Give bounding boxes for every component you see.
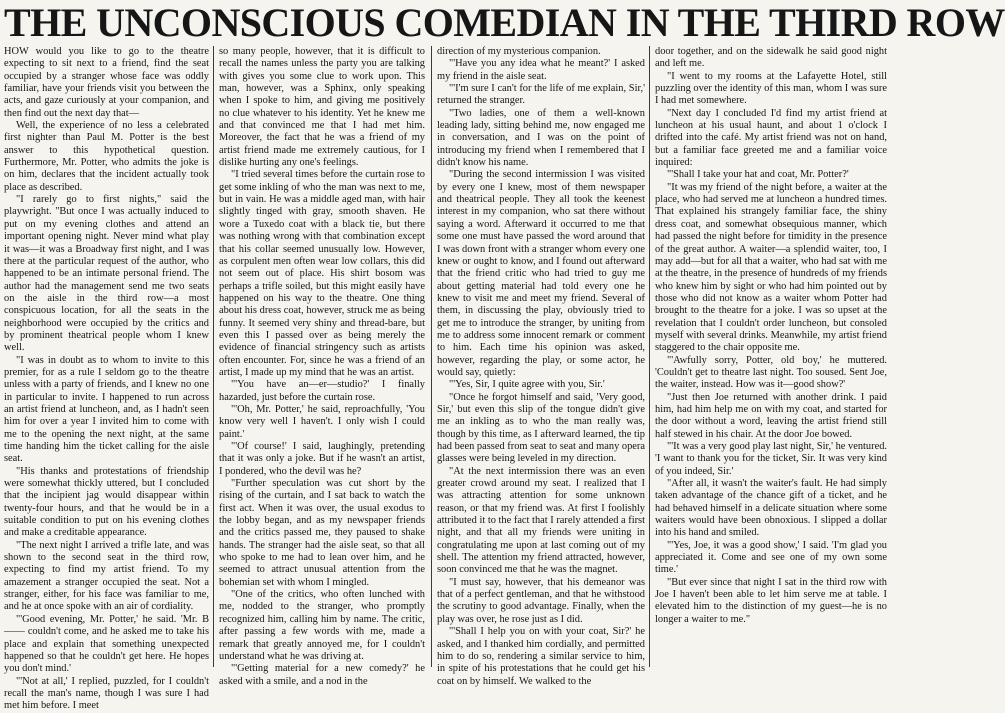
article-paragraph: "'Have you any idea what he meant?' I asked my friend in the aisle seat. (437, 58, 645, 82)
article-paragraph: "I tried several times before the curtain rose to get some inkling of who the man was next to me, but in vain. He was a middle aged man, with hair slightly tinged with gray, smooth shaven. He wore a Tuxedo coat with a black tie, but there was nothing wrong with that combination except that his collar seemed unusually low. However, as corpulent men often wear low collars, this did not seem out of place. His shirt bosom was perhaps a trifle soiled, but this might easily have happened on his way to the theatre. One thing about his dress coat, however, struck me as being funny. It seemed very shiny and thread-bare, but even this I passed over as being merely the evidence of financial stringency such as artists often encounter. For, since he was a friend of an artist, I made up my mind that he was an artist. (219, 169, 425, 378)
article-paragraph: "I was in doubt as to whom to invite to this premier, for as a rule I seldom go to the theatre unless with a party of friends, and I knew no one in particular to invite. I happened to run across an artist friend at luncheon, and, as I hadn't seen him for over a year I invited him to come with me to the opening the next night, at the same time handing him the ticket calling for the aisle seat. (4, 354, 209, 465)
article-paragraph: HOW would you like to go to the theatre expecting to sit next to a friend, find the seat occupied by a stranger whose face was oddly familiar, have your friends visit you between the acts, and gaze curiously at your companion, and then find out the next day that— (4, 46, 209, 119)
article-paragraph: "But ever since that night I sat in the third row with Joe I haven't been able to let him serve me at table. I elevated him to the distinction of my guest—he is no longer a waiter to me." (655, 576, 887, 625)
column-rule (649, 46, 650, 667)
article-paragraph: "'Awfully sorry, Potter, old boy,' he muttered. 'Couldn't get to theatre last night. Too soused. Sent Joe, the waiter, instead. How was it—good show?' (655, 354, 887, 391)
article-paragraph: "'Getting material for a new comedy?' he asked with a smile, and a nod in the (219, 663, 425, 687)
article-paragraph: "I rarely go to first nights," said the playwright. "But once I was actually induced to put on my evening clothes and attend an important opening night. Never mind what play it was—it was a Broadway first night, and I was there at the particular request of the author, who happened to be an intimate personal friend. The author had the management send me two seats on the aisle in the third row—a most conspicuous location, for all the seats in the neighborhood were occupied by the critics and by prominent theatrical people whom I knew well. (4, 194, 209, 354)
article-paragraph: "'I'm sure I can't for the life of me explain, Sir,' returned the stranger. (437, 83, 645, 107)
article-paragraph: Well, the experience of no less a celebrated first nighter than Paul M. Potter is the best answer to this hypothetical question. Furthermore, Mr. Potter, who admits the joke is on him, declares that the incident actually took place as described. (4, 120, 209, 193)
article-paragraph: "'Good evening, Mr. Potter,' he said. 'Mr. B—— couldn't come, and he asked me to take his place and explain that something unexpected happened so that he couldn't get here. He hopes you don't mind.' (4, 613, 209, 675)
article-paragraph: so many people, however, that it is difficult to recall the names unless the party you are talking with gives you some clue to work upon. This man, however, was a Sphinx, only speaking when I spoke to him, and giving me positively no clue whatever to his identity. Yet he knew me and that convinced me that I had met him. Moreover, the fact that he was a friend of my artist friend made me extremely cautious, for I dislike hurting any one's feelings. (219, 46, 425, 169)
article-column-3 (437, 46, 645, 687)
article-paragraph: "Just then Joe returned with another drink. I paid him, had him help me on with my coat, and started for the door without a word, leaving the artist friend still half stewed in his chair. At the door Joe bowed. (655, 391, 887, 440)
article-paragraph: door together, and on the sidewalk he said good night and left me. (655, 46, 887, 70)
article-paragraph: "'It was a very good play last night, Sir,' he ventured. 'I want to thank you for the ticket, Sir. It was very kind of you indeed, Sir.' (655, 441, 887, 477)
article-paragraph: "'Yes, Joe, it was a good show,' I said. 'I'm glad you appreciated it. Come and see one of my own some time.' (655, 539, 887, 576)
article-paragraph: "Next day I concluded I'd find my artist friend at luncheon at his usual haunt, and about 1 o'clock I drifted into the café. My artist friend was not on hand, but a familiar face greeted me and a familiar voice inquired: (655, 107, 887, 169)
article-paragraph: "'Yes, Sir, I quite agree with you, Sir.' (449, 379, 605, 391)
article-paragraph: "'You have an—er—studio?' I finally hazarded, just before the curtain rose. (219, 379, 425, 403)
article-paragraph: "Once he forgot himself and said, 'Very good, Sir,' but even this slip of the tongue didn't give me an inkling as to who the man really was, though by this time, as I afterward learned, the tip had been passed from seat to seat and many opera glasses were being leveled in my direction. (437, 391, 645, 465)
article-paragraph: "During the second intermission I was visited by every one I knew, most of them newspaper and theatrical people. They all took the keenest interest in my companion, who sat there without saying a word. Afterward it occurred to me that some one must have passed the word around that I was down front with a stranger whom every one knew or ought to know, and I found out afterward that the friend critic who had tried to guy me about getting material had told every one he knew to visit me and meet my friend. Several of them, in discussing the play, obviously tried to get me to introduce the stranger, by uniting from me to address some innocent remark or comment to him. Each time his opinion was asked, however, regarding the play, or some actor, he would say, quietly: (437, 169, 645, 378)
article-paragraph: "The next night I arrived a trifle late, and was shown to the second seat in the third row, expecting to find my artist friend. To my amazement a stranger occupied the seat. Not a stranger, either, for his face was familiar to me, and he at once spoke with an air of cordiality. (4, 539, 209, 613)
article-paragraph: "I must say, however, that his demeanor was that of a perfect gentleman, and that he withstood the scrutiny to good advantage. Finally, when the play was over, he rose just as I did. (437, 576, 645, 625)
article-paragraph: "At the next intermission there was an even greater crowd around my seat. I realized that I was attracting attention for some unknown reason, or that my friend was. At first I foolishly attributed it to the fact that I rarely attended a first night, and that all my friends were uniting in congratulating me upon at last coming out of my shell. The attention my friend attracted, however, soon convinced me that he was the magnet. (437, 465, 645, 576)
article-column-1 (4, 46, 209, 712)
column-rule (431, 46, 432, 667)
article-paragraph: "Further speculation was cut short by the rising of the curtain, and I sat back to watch the first act. When it was over, the usual exodus to the lobby began, and as my newspaper friends and the critics passed me, they paused to shake hands. The stranger had the aisle seat, so that all who spoke to me had to lean over him, and he seemed to attract unusual attention from the bohemian set with whom I mingled. (219, 478, 425, 588)
article-paragraph: "'Shall I help you on with your coat, Sir?' he asked, and I thanked him cordially, and permitted him to do so, rendering a similar service to him, in spite of his protestations that he could get his coat on by himself. We walked to the (437, 626, 645, 687)
article-paragraph: "It was my friend of the night before, a waiter at the place, who had served me at luncheon a hundred times. That explained his strangely familiar face, the shiny dress coat, and somewhat obsequious manner, which had passed the night before for timidity in the presence of the great author. A waiter—a splendid waiter, too, I may add—but for all that a waiter, who had sat with me at the theatre, in the presence of hundreds of my friends who knew him by sight or who had him pointed out by those who did not know as a waiter whom Potter had brought to the theatre for a joke. I was so upset at the revelation that I couldn't order luncheon, but consoled myself with several drinks. Meanwhile, my artist friend staggered to the chair opposite me. (655, 181, 887, 354)
article-paragraph: "One of the critics, who often lunched with me, nodded to the stranger, who promptly recognized him, calling him by name. The critic, after passing a few words with me, made a remark that greatly annoyed me, for I couldn't understand what he was driving at. (219, 589, 425, 662)
article-paragraph: "'Oh, Mr. Potter,' he said, reproachfully, 'You know very well I haven't. I only wish I could paint.' (219, 403, 425, 440)
article-paragraph: "His thanks and protestations of friendship were somewhat thickly uttered, but I concluded that the incipient jag would disappear within twenty-four hours, and that he would be in a suitable condition to put on his evening clothes and make a creditable appearance. (4, 465, 209, 539)
article-paragraph: "'Not at all,' I replied, puzzled, for I couldn't recall the man's name, though I was sure I had met him before. I meet (4, 675, 209, 712)
column-rule (213, 46, 214, 667)
article-paragraph: "'Shall I take your hat and coat, Mr. Potter?' (667, 169, 849, 181)
article-headline: THE UNCONSCIOUS COMEDIAN IN THE THIRD ROW (4, 0, 1005, 45)
article-paragraph: "'Of course!' I said, laughingly, pretending that it was only a joke. But if he wasn't an artist, I pondered, who the devil was he? (219, 441, 425, 477)
article-paragraph: direction of my mysterious companion. (437, 46, 601, 57)
article-column-4 (655, 46, 887, 667)
article-paragraph: "After all, it wasn't the waiter's fault. He had simply taken advantage of the chance gift of a ticket, and he had behaved himself in a delicate situation where some waiters would have been obnoxious. I slipped a dollar into his hand and smiled. (655, 478, 887, 539)
article-column-2 (219, 46, 425, 687)
article-paragraph: "Two ladies, one of them a well-known leading lady, sitting behind me, now engaged me in conversation, and I was on the point of introducing my friend when I remembered that I didn't know his name. (437, 107, 645, 169)
article-paragraph: "I went to my rooms at the Lafayette Hotel, still puzzling over the identity of this man, whom I was sure I had met somewhere. (655, 70, 887, 107)
